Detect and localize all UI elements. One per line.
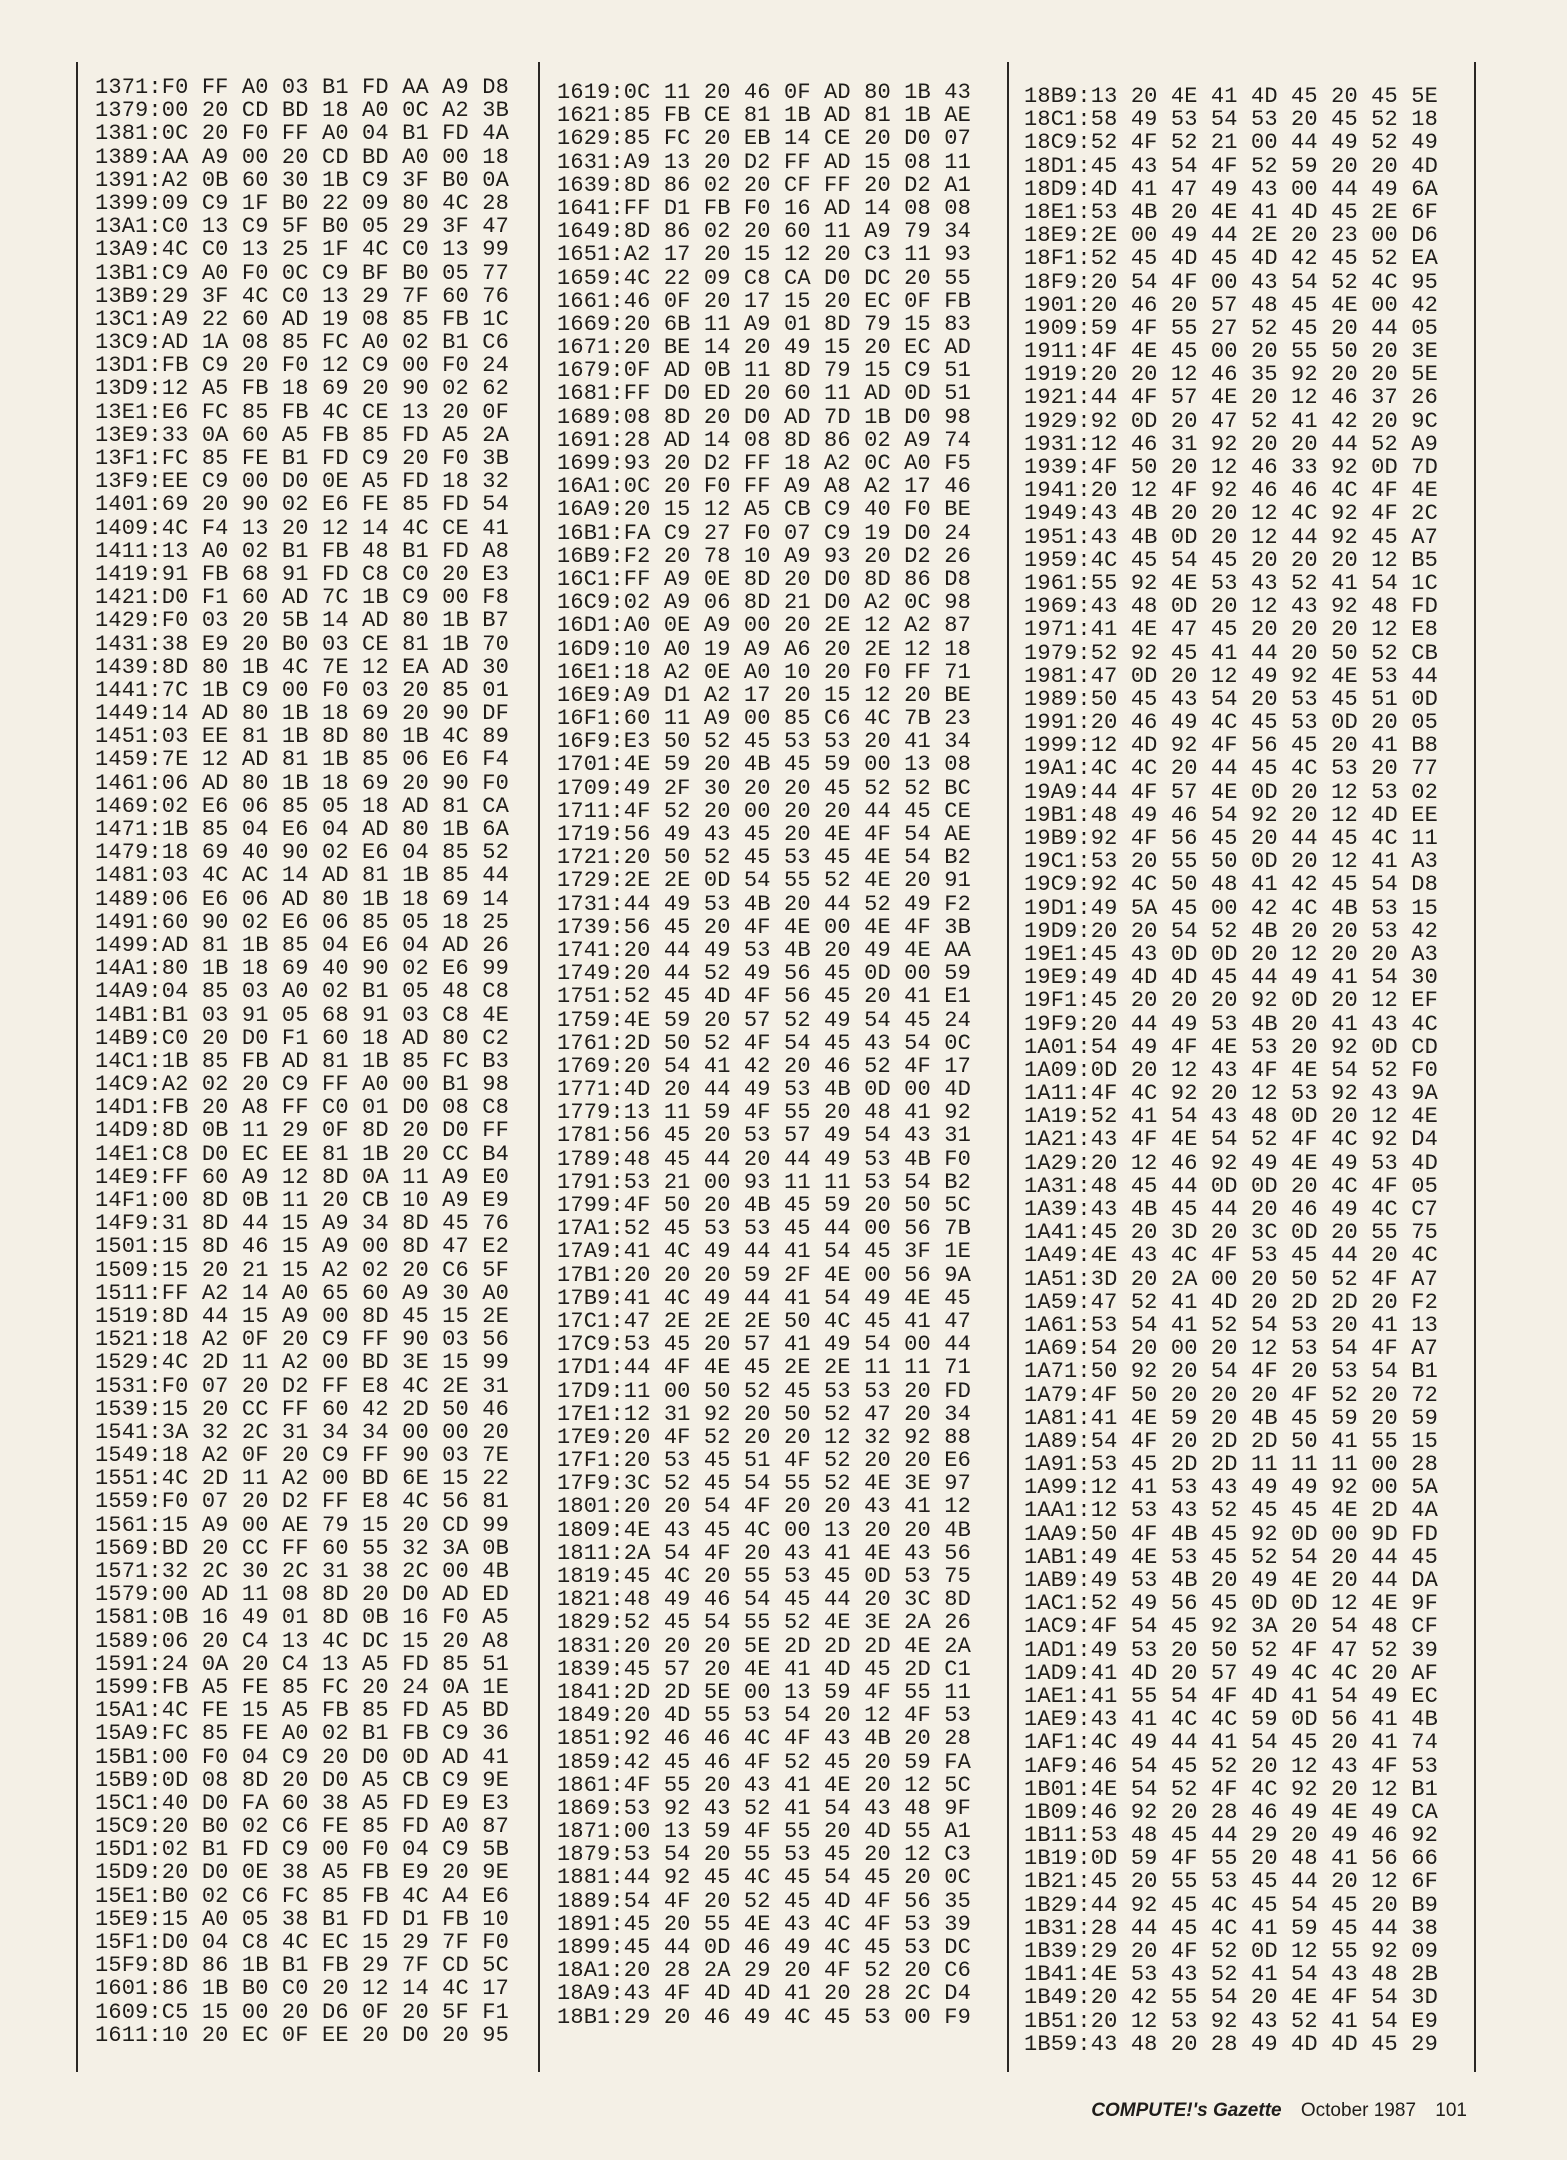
hex-listing-line: 1499:AD 81 1B 85 04 E6 04 AD 26 [95, 932, 509, 958]
hex-listing-line: 1879:53 54 20 55 53 45 20 12 C3 [557, 1842, 971, 1868]
hex-listing-line: 1AA1:12 53 43 52 45 45 4E 2D 4A [1024, 1498, 1438, 1524]
hex-listing-column-1 [95, 76, 509, 2047]
hex-listing-line: 1521:18 A2 0F 20 C9 FF 90 03 56 [95, 1327, 509, 1353]
hex-listing-line: 13A1:C0 13 C9 5F B0 05 29 3F 47 [95, 214, 509, 240]
hex-listing-line: 1629:85 FC 20 EB 14 CE 20 D0 07 [557, 126, 971, 152]
column-rule-right [1474, 62, 1476, 2072]
hex-listing-line: 1639:8D 86 02 20 CF FF 20 D2 A1 [557, 172, 971, 198]
hex-listing-line: 1619:0C 11 20 46 0F AD 80 1B 43 [557, 80, 971, 105]
hex-listing-line: 17F1:20 53 45 51 4F 52 20 20 E6 [557, 1448, 971, 1474]
hex-listing-line: 1A21:43 4F 4E 54 52 4F 4C 92 D4 [1024, 1127, 1438, 1153]
hex-listing-line: 17C1:47 2E 2E 2E 50 4C 45 41 47 [557, 1308, 971, 1334]
hex-listing-line: 14D9:8D 0B 11 29 0F 8D 20 D0 FF [95, 1118, 509, 1144]
hex-listing-line: 1519:8D 44 15 A9 00 8D 45 15 2E [95, 1303, 509, 1329]
hex-listing-line: 1A91:53 45 2D 2D 11 11 11 00 28 [1024, 1452, 1438, 1478]
hex-listing-line: 1641:FF D1 FB F0 16 AD 14 08 08 [557, 195, 971, 221]
hex-listing-line: 1A41:45 20 3D 20 3C 0D 20 55 75 [1024, 1220, 1438, 1246]
hex-listing-line: 15F9:8D 86 1B B1 FB 29 7F CD 5C [95, 1953, 509, 1979]
hex-listing-line: 1569:BD 20 CC FF 60 55 32 3A 0B [95, 1535, 509, 1561]
hex-listing-line: 14E1:C8 D0 EC EE 81 1B 20 CC B4 [95, 1141, 509, 1167]
hex-listing-line: 1699:93 20 D2 FF 18 A2 0C A0 F5 [557, 451, 971, 476]
hex-listing-line: 1B49:20 42 55 54 20 4E 4F 54 3D [1024, 1985, 1438, 2011]
hex-listing-line: 1729:2E 2E 0D 54 55 52 4E 20 91 [557, 868, 971, 894]
hex-listing-line: 17A9:41 4C 49 44 41 54 45 3F 1E [557, 1239, 971, 1265]
hex-listing-line: 1741:20 44 49 53 4B 20 49 4E AA [557, 937, 971, 963]
hex-listing-line: 1769:20 54 41 42 20 46 52 4F 17 [557, 1053, 971, 1079]
hex-listing-line: 1389:AA A9 00 20 CD BD A0 00 18 [95, 144, 509, 170]
hex-listing-line: 13E9:33 0A 60 A5 FB 85 FD A5 2A [95, 422, 509, 448]
hex-listing-line: 1939:4F 50 20 12 46 33 92 0D 7D [1024, 455, 1438, 480]
hex-listing-line: 1551:4C 2D 11 A2 00 BD 6E 15 22 [95, 1466, 509, 1492]
hex-listing-line: 1451:03 EE 81 1B 8D 80 1B 4C 89 [95, 724, 509, 750]
hex-listing-line: 1399:09 C9 1F B0 22 09 80 4C 28 [95, 190, 509, 216]
hex-listing-line: 1601:86 1B B0 C0 20 12 14 4C 17 [95, 1976, 509, 2002]
hex-listing-line: 1719:56 49 43 45 20 4E 4F 54 AE [557, 822, 971, 847]
hex-listing-line: 15E9:15 A0 05 38 B1 FD D1 FB 10 [95, 1906, 509, 1932]
hex-listing-line: 1689:08 8D 20 D0 AD 7D 1B D0 98 [557, 404, 971, 430]
hex-listing-line: 15D1:02 B1 FD C9 00 F0 04 C9 5B [95, 1837, 509, 1863]
hex-listing-line: 14B1:B1 03 91 05 68 91 03 C8 4E [95, 1002, 509, 1028]
hex-listing-line: 1A71:50 92 20 54 4F 20 53 54 B1 [1024, 1359, 1438, 1385]
hex-listing-line: 13E1:E6 FC 85 FB 4C CE 13 20 0F [95, 399, 509, 425]
hex-listing-line: 1AF1:4C 49 44 41 54 45 20 41 74 [1024, 1730, 1438, 1756]
hex-listing-line: 1889:54 4F 20 52 45 4D 4F 56 35 [557, 1888, 971, 1914]
hex-listing-line: 1561:15 A9 00 AE 79 15 20 CD 99 [95, 1512, 509, 1538]
hex-listing-line: 14F9:31 8D 44 15 A9 34 8D 45 76 [95, 1211, 509, 1237]
hex-listing-line: 1649:8D 86 02 20 60 11 A9 79 34 [557, 219, 971, 245]
hex-listing-line: 1419:91 FB 68 91 FD C8 C0 20 E3 [95, 561, 509, 587]
hex-listing-line: 1529:4C 2D 11 A2 00 BD 3E 15 99 [95, 1350, 509, 1376]
hex-listing-line: 18B1:29 20 46 49 4C 45 53 00 F9 [557, 2004, 971, 2030]
column-rule-2 [1007, 62, 1009, 2072]
hex-listing-line: 15A1:4C FE 15 A5 FB 85 FD A5 BD [95, 1698, 509, 1724]
hex-listing-line: 1A19:52 41 54 43 48 0D 20 12 4E [1024, 1104, 1438, 1130]
hex-listing-line: 1651:A2 17 20 15 12 20 C3 11 93 [557, 242, 971, 268]
hex-listing-line: 18E1:53 4B 20 4E 41 4D 45 2E 6F [1024, 199, 1438, 225]
hex-listing-line: 17D1:44 4F 4E 45 2E 2E 11 11 71 [557, 1355, 971, 1381]
hex-listing-line: 1411:13 A0 02 B1 FB 48 B1 FD A8 [95, 538, 509, 564]
hex-listing-line: 19A9:44 4F 57 4E 0D 20 12 53 02 [1024, 779, 1438, 805]
hex-listing-line: 1401:69 20 90 02 E6 FE 85 FD 54 [95, 492, 509, 518]
hex-listing-line: 1931:12 46 31 92 20 20 44 52 A9 [1024, 431, 1438, 457]
hex-listing-line: 1461:06 AD 80 1B 18 69 20 90 F0 [95, 770, 509, 796]
hex-listing-line: 1441:7C 1B C9 00 F0 03 20 85 01 [95, 677, 509, 703]
column-rule-left [76, 62, 78, 2072]
hex-listing-line: 13D9:12 A5 FB 18 69 20 90 02 62 [95, 376, 509, 402]
hex-listing-line: 1749:20 44 52 49 56 45 0D 00 59 [557, 961, 971, 987]
hex-listing-line: 1949:43 4B 20 20 12 4C 92 4F 2C [1024, 501, 1438, 527]
hex-listing-line: 1661:46 0F 20 17 15 20 EC 0F FB [557, 288, 971, 314]
hex-listing-line: 1B01:4E 54 52 4F 4C 92 20 12 B1 [1024, 1776, 1438, 1802]
hex-listing-line: 1B09:46 92 20 28 46 49 4E 49 CA [1024, 1799, 1438, 1825]
hex-listing-line: 14A1:80 1B 18 69 40 90 02 E6 99 [95, 956, 509, 982]
page-footer [1077, 2100, 1467, 2122]
hex-listing-line: 19D9:20 20 54 52 4B 20 20 53 42 [1024, 918, 1438, 944]
hex-listing-line: 1989:50 45 43 54 20 53 45 51 0D [1024, 686, 1438, 712]
hex-listing-line: 1A11:4F 4C 92 20 12 53 92 43 9A [1024, 1081, 1438, 1107]
hex-listing-line: 1789:48 45 44 20 44 49 53 4B F0 [557, 1146, 971, 1172]
hex-listing-line: 1A81:41 4E 59 20 4B 45 59 20 59 [1024, 1405, 1438, 1431]
issue-date: October 1987 [1300, 2100, 1417, 2121]
hex-listing-line: 14C1:1B 85 FB AD 81 1B 85 FC B3 [95, 1048, 509, 1074]
hex-listing-line: 1981:47 0D 20 12 49 92 4E 53 44 [1024, 663, 1438, 689]
hex-listing-column-2 [557, 81, 971, 2029]
hex-listing-line: 1491:60 90 02 E6 06 85 05 18 25 [95, 909, 509, 935]
hex-listing-line: 1B11:53 48 45 44 29 20 49 46 92 [1024, 1823, 1438, 1849]
hex-listing-line: 18F1:52 45 4D 45 4D 42 45 52 EA [1024, 246, 1438, 272]
hex-listing-line: 1B59:43 48 20 28 49 4D 4D 45 29 [1024, 2031, 1438, 2057]
hex-listing-line: 15F1:D0 04 C8 4C EC 15 29 7F F0 [95, 1930, 509, 1955]
page-number: 101 [1435, 2100, 1467, 2121]
hex-listing-line: 1861:4F 55 20 43 41 4E 20 12 5C [557, 1772, 971, 1798]
hex-listing-line: 1AF9:46 54 45 52 20 12 43 4F 53 [1024, 1753, 1438, 1779]
hex-listing-line: 1731:44 49 53 4B 20 44 52 49 F2 [557, 891, 971, 917]
hex-listing-line: 1531:F0 07 20 D2 FF E8 4C 2E 31 [95, 1373, 509, 1399]
hex-listing-line: 1489:06 E6 06 AD 80 1B 18 69 14 [95, 886, 509, 912]
hex-listing-line: 14F1:00 8D 0B 11 20 CB 10 A9 E9 [95, 1188, 509, 1213]
hex-listing-line: 1911:4F 4E 45 00 20 55 50 20 3E [1024, 339, 1438, 365]
hex-listing-line: 16A1:0C 20 F0 FF A9 A8 A2 17 46 [557, 474, 971, 500]
publication-name: COMPUTE!'s Gazette [1091, 2100, 1282, 2121]
hex-listing-line: 15A9:FC 85 FE A0 02 B1 FB C9 36 [95, 1721, 509, 1747]
hex-listing-line: 1AB1:49 4E 53 45 52 54 20 44 45 [1024, 1544, 1438, 1570]
hex-listing-line: 16C9:02 A9 06 8D 21 D0 A2 0C 98 [557, 590, 971, 616]
hex-listing-line: 19B9:92 4F 56 45 20 44 45 4C 11 [1024, 826, 1438, 851]
hex-listing-line: 1991:20 46 49 4C 45 53 0D 20 05 [1024, 710, 1438, 736]
hex-listing-line: 1AE9:43 41 4C 4C 59 0D 56 41 4B [1024, 1707, 1438, 1733]
hex-listing-line: 13C9:AD 1A 08 85 FC A0 02 B1 C6 [95, 330, 509, 356]
hex-listing-line: 19C9:92 4C 50 48 41 42 45 54 D8 [1024, 872, 1438, 898]
hex-listing-line: 1B51:20 12 53 92 43 52 41 54 E9 [1024, 2008, 1438, 2034]
hex-listing-line: 1901:20 46 20 57 48 45 4E 00 42 [1024, 292, 1438, 318]
hex-listing-line: 1A89:54 4F 20 2D 2D 50 41 55 15 [1024, 1428, 1438, 1454]
hex-listing-line: 1909:59 4F 55 27 52 45 20 44 05 [1024, 315, 1438, 341]
hex-listing-line: 19E9:49 4D 4D 45 44 49 41 54 30 [1024, 965, 1438, 991]
hex-listing-line: 1869:53 92 43 52 41 54 43 48 9F [557, 1795, 971, 1821]
hex-listing-line: 18F9:20 54 4F 00 43 54 52 4C 95 [1024, 269, 1438, 295]
hex-listing-line: 1501:15 8D 46 15 A9 00 8D 47 E2 [95, 1234, 509, 1260]
hex-listing-line: 1379:00 20 CD BD 18 A0 0C A2 3B [95, 98, 509, 124]
hex-listing-line: 19A1:4C 4C 20 44 45 4C 53 20 77 [1024, 756, 1438, 782]
hex-listing-line: 1459:7E 12 AD 81 1B 85 06 E6 F4 [95, 747, 509, 773]
hex-listing-line: 1941:20 12 4F 92 46 46 4C 4F 4E [1024, 478, 1438, 504]
hex-listing-line: 1AB9:49 53 4B 20 49 4E 20 44 DA [1024, 1568, 1438, 1593]
hex-listing-line: 1859:42 45 46 4F 52 45 20 59 FA [557, 1749, 971, 1775]
hex-listing-line: 17B1:20 20 20 59 2F 4E 00 56 9A [557, 1262, 971, 1288]
hex-listing-line: 1AA9:50 4F 4B 45 92 0D 00 9D FD [1024, 1521, 1438, 1547]
hex-listing-line: 13B1:C9 A0 F0 0C C9 BF B0 05 77 [95, 260, 509, 286]
hex-listing-line: 1831:20 20 20 5E 2D 2D 2D 4E 2A [557, 1633, 971, 1659]
hex-listing-line: 14E9:FF 60 A9 12 8D 0A 11 A9 E0 [95, 1164, 509, 1190]
hex-listing-line: 1371:F0 FF A0 03 B1 FD AA A9 D8 [95, 75, 509, 100]
hex-listing-line: 16E1:18 A2 0E A0 10 20 F0 FF 71 [557, 659, 971, 685]
hex-listing-line: 15E1:B0 02 C6 FC 85 FB 4C A4 E6 [95, 1883, 509, 1909]
hex-listing-line: 19E1:45 43 0D 0D 20 12 20 20 A3 [1024, 941, 1438, 967]
column-rule-1 [538, 62, 540, 2072]
hex-listing-line: 17C9:53 45 20 57 41 49 54 00 44 [557, 1332, 971, 1358]
hex-listing-line: 1549:18 A2 0F 20 C9 FF 90 03 7E [95, 1443, 509, 1469]
hex-listing-line: 1539:15 20 CC FF 60 42 2D 50 46 [95, 1396, 509, 1422]
hex-listing-line: 19C1:53 20 55 50 0D 20 12 41 A3 [1024, 849, 1438, 875]
hex-listing-line: 18C9:52 4F 52 21 00 44 49 52 49 [1024, 130, 1438, 156]
hex-listing-line: 1919:20 20 12 46 35 92 20 20 5E [1024, 362, 1438, 388]
hex-listing-line: 1999:12 4D 92 4F 56 45 20 41 B8 [1024, 733, 1438, 759]
hex-listing-line: 1A79:4F 50 20 20 20 4F 52 20 72 [1024, 1382, 1438, 1408]
hex-listing-line: 16B1:FA C9 27 F0 07 C9 19 D0 24 [557, 520, 971, 546]
hex-listing-line: 18C1:58 49 53 54 53 20 45 52 18 [1024, 107, 1438, 133]
hex-listing-line: 1B39:29 20 4F 52 0D 12 55 92 09 [1024, 1939, 1438, 1964]
hex-listing-line: 1791:53 21 00 93 11 11 53 54 B2 [557, 1169, 971, 1195]
hex-listing-line: 13F1:FC 85 FE B1 FD C9 20 F0 3B [95, 446, 509, 471]
hex-listing-line: 1AD9:41 4D 20 57 49 4C 4C 20 AF [1024, 1660, 1438, 1686]
hex-listing-line: 18D9:4D 41 47 49 43 00 44 49 6A [1024, 176, 1438, 202]
hex-listing-line: 1621:85 FB CE 81 1B AD 81 1B AE [557, 103, 971, 129]
hex-listing-line: 1761:2D 50 52 4F 54 45 43 54 0C [557, 1030, 971, 1056]
hex-listing-line: 1509:15 20 21 15 A2 02 20 C6 5F [95, 1257, 509, 1283]
hex-listing-line: 1A61:53 54 41 52 54 53 20 41 13 [1024, 1312, 1438, 1338]
hex-listing-line: 1631:A9 13 20 D2 FF AD 15 08 11 [557, 149, 971, 175]
hex-listing-line: 13C1:A9 22 60 AD 19 08 85 FB 1C [95, 306, 509, 332]
hex-listing-line: 15C1:40 D0 FA 60 38 A5 FD E9 E3 [95, 1790, 509, 1816]
hex-listing-line: 1671:20 BE 14 20 49 15 20 EC AD [557, 335, 971, 361]
hex-listing-line: 1971:41 4E 47 45 20 20 20 12 E8 [1024, 617, 1438, 643]
hex-listing-line: 1821:48 49 46 54 45 44 20 3C 8D [557, 1587, 971, 1613]
hex-listing-line: 1819:45 4C 20 55 53 45 0D 53 75 [557, 1564, 971, 1589]
hex-listing-line: 1AC9:4F 54 45 92 3A 20 54 48 CF [1024, 1614, 1438, 1640]
hex-listing-line: 14B9:C0 20 D0 F1 60 18 AD 80 C2 [95, 1025, 509, 1051]
hex-listing-line: 1609:C5 15 00 20 D6 0F 20 5F F1 [95, 1999, 509, 2025]
hex-listing-line: 1881:44 92 45 4C 45 54 45 20 0C [557, 1865, 971, 1891]
hex-listing-line: 1B31:28 44 45 4C 41 59 45 44 38 [1024, 1915, 1438, 1941]
hex-listing-line: 1951:43 4B 0D 20 12 44 92 45 A7 [1024, 524, 1438, 550]
hex-listing-line: 1A49:4E 43 4C 4F 53 45 44 20 4C [1024, 1243, 1438, 1269]
hex-listing-column-3 [1024, 85, 1438, 2056]
hex-listing-line: 1421:D0 F1 60 AD 7C 1B C9 00 F8 [95, 585, 509, 611]
hex-listing-line: 13D1:FB C9 20 F0 12 C9 00 F0 24 [95, 353, 509, 379]
hex-listing-line: 14C9:A2 02 20 C9 FF A0 00 B1 98 [95, 1072, 509, 1098]
hex-listing-line: 1A01:54 49 4F 4E 53 20 92 0D CD [1024, 1034, 1438, 1060]
hex-listing-line: 13F9:EE C9 00 D0 0E A5 FD 18 32 [95, 469, 509, 495]
hex-listing-line: 18A9:43 4F 4D 4D 41 20 28 2C D4 [557, 1981, 971, 2007]
hex-listing-line: 17B9:41 4C 49 44 41 54 49 4E 45 [557, 1285, 971, 1311]
hex-listing-line: 1709:49 2F 30 20 20 45 52 52 BC [557, 775, 971, 801]
hex-listing-line: 1611:10 20 EC 0F EE 20 D0 20 95 [95, 2022, 509, 2048]
hex-listing-line: 1471:1B 85 04 E6 04 AD 80 1B 6A [95, 817, 509, 842]
hex-listing-line: 1679:0F AD 0B 11 8D 79 15 C9 51 [557, 358, 971, 384]
hex-listing-line: 17A1:52 45 53 53 45 44 00 56 7B [557, 1216, 971, 1242]
hex-listing-line: 1969:43 48 0D 20 12 43 92 48 FD [1024, 594, 1438, 620]
hex-listing-line: 1A51:3D 20 2A 00 20 50 52 4F A7 [1024, 1266, 1438, 1292]
hex-listing-line: 1839:45 57 20 4E 41 4D 45 2D C1 [557, 1656, 971, 1682]
hex-listing-line: 1849:20 4D 55 53 54 20 12 4F 53 [557, 1703, 971, 1729]
hex-listing-line: 16E9:A9 D1 A2 17 20 15 12 20 BE [557, 682, 971, 708]
hex-listing-line: 19F1:45 20 20 20 92 0D 20 12 EF [1024, 988, 1438, 1014]
hex-listing-line: 1929:92 0D 20 47 52 41 42 20 9C [1024, 408, 1438, 434]
hex-listing-line: 1B29:44 92 45 4C 45 54 45 20 B9 [1024, 1892, 1438, 1918]
hex-listing-line: 1711:4F 52 20 00 20 20 44 45 CE [557, 798, 971, 824]
hex-listing-line: 1449:14 AD 80 1B 18 69 20 90 DF [95, 701, 509, 727]
hex-listing-line: 1B21:45 20 55 53 45 44 20 12 6F [1024, 1869, 1438, 1895]
hex-listing-line: 1381:0C 20 F0 FF A0 04 B1 FD 4A [95, 121, 509, 147]
hex-listing-line: 1921:44 4F 57 4E 20 12 46 37 26 [1024, 385, 1438, 411]
hex-listing-line: 1589:06 20 C4 13 4C DC 15 20 A8 [95, 1628, 509, 1654]
hex-listing-line: 1701:4E 59 20 4B 45 59 00 13 08 [557, 752, 971, 778]
hex-listing-line: 1811:2A 54 4F 20 43 41 4E 43 56 [557, 1540, 971, 1566]
hex-listing-line: 1751:52 45 4D 4F 56 45 20 41 E1 [557, 984, 971, 1010]
hex-listing-line: 1961:55 92 4E 53 43 52 41 54 1C [1024, 570, 1438, 596]
hex-listing-line: 1A31:48 45 44 0D 0D 20 4C 4F 05 [1024, 1173, 1438, 1199]
hex-listing-line: 19F9:20 44 49 53 4B 20 41 43 4C [1024, 1011, 1438, 1037]
hex-listing-line: 1469:02 E6 06 85 05 18 AD 81 CA [95, 793, 509, 819]
hex-listing-line: 1AC1:52 49 56 45 0D 0D 12 4E 9F [1024, 1591, 1438, 1617]
hex-listing-line: 1659:4C 22 09 C8 CA D0 DC 20 55 [557, 265, 971, 291]
hex-listing-line: 13B9:29 3F 4C C0 13 29 7F 60 76 [95, 283, 509, 309]
hex-listing-line: 16F9:E3 50 52 45 53 53 20 41 34 [557, 729, 971, 755]
hex-listing-line: 1579:00 AD 11 08 8D 20 D0 AD ED [95, 1582, 509, 1608]
hex-listing-line: 1541:3A 32 2C 31 34 34 00 00 20 [95, 1419, 509, 1445]
hex-listing-line: 1891:45 20 55 4E 43 4C 4F 53 39 [557, 1911, 971, 1937]
hex-listing-line: 1581:0B 16 49 01 8D 0B 16 F0 A5 [95, 1605, 509, 1631]
hex-listing-line: 1AD1:49 53 20 50 52 4F 47 52 39 [1024, 1637, 1438, 1663]
hex-listing-line: 15B9:0D 08 8D 20 D0 A5 CB C9 9E [95, 1767, 509, 1793]
hex-listing-line: 16F1:60 11 A9 00 85 C6 4C 7B 23 [557, 706, 971, 732]
hex-listing-line: 1A39:43 4B 45 44 20 46 49 4C C7 [1024, 1197, 1438, 1222]
hex-listing-line: 1721:20 50 52 45 53 45 4E 54 B2 [557, 845, 971, 871]
hex-listing-line: 17D9:11 00 50 52 45 53 53 20 FD [557, 1378, 971, 1404]
hex-listing-line: 17E9:20 4F 52 20 20 12 32 92 88 [557, 1424, 971, 1450]
hex-listing-line: 1691:28 AD 14 08 8D 86 02 A9 74 [557, 427, 971, 453]
hex-listing-line: 1979:52 92 45 41 44 20 50 52 CB [1024, 640, 1438, 666]
hex-listing-line: 1B19:0D 59 4F 55 20 48 41 56 66 [1024, 1846, 1438, 1872]
hex-listing-line: 15B1:00 F0 04 C9 20 D0 0D AD 41 [95, 1744, 509, 1770]
hex-listing-line: 1829:52 45 54 55 52 4E 3E 2A 26 [557, 1610, 971, 1636]
hex-listing-line: 1799:4F 50 20 4B 45 59 20 50 5C [557, 1193, 971, 1218]
hex-listing-line: 15C9:20 B0 02 C6 FE 85 FD A0 87 [95, 1814, 509, 1840]
hex-listing-line: 1801:20 20 54 4F 20 20 43 41 12 [557, 1494, 971, 1520]
hex-listing-line: 1781:56 45 20 53 57 49 54 43 31 [557, 1123, 971, 1149]
hex-listing-line: 1759:4E 59 20 57 52 49 54 45 24 [557, 1007, 971, 1033]
hex-listing-line: 1771:4D 20 44 49 53 4B 0D 00 4D [557, 1077, 971, 1103]
hex-listing-line: 1431:38 E9 20 B0 03 CE 81 1B 70 [95, 631, 509, 657]
hex-listing-line: 17E1:12 31 92 20 50 52 47 20 34 [557, 1401, 971, 1427]
hex-listing-line: 1391:A2 0B 60 30 1B C9 3F B0 0A [95, 167, 509, 193]
hex-listing-line: 1571:32 2C 30 2C 31 38 2C 00 4B [95, 1559, 509, 1584]
hex-listing-line: 1899:45 44 0D 46 49 4C 45 53 DC [557, 1935, 971, 1960]
hex-listing-line: 1B41:4E 53 43 52 41 54 43 48 2B [1024, 1962, 1438, 1988]
hex-listing-line: 1A99:12 41 53 43 49 49 92 00 5A [1024, 1475, 1438, 1501]
hex-listing-line: 1AE1:41 55 54 4F 4D 41 54 49 EC [1024, 1683, 1438, 1709]
hex-listing-line: 1681:FF D0 ED 20 60 11 AD 0D 51 [557, 381, 971, 407]
hex-listing-line: 16B9:F2 20 78 10 A9 93 20 D2 26 [557, 543, 971, 569]
hex-listing-line: 16C1:FF A9 0E 8D 20 D0 8D 86 D8 [557, 566, 971, 592]
hex-listing-line: 1779:13 11 59 4F 55 20 48 41 92 [557, 1100, 971, 1126]
hex-listing-line: 1A59:47 52 41 4D 20 2D 2D 20 F2 [1024, 1289, 1438, 1315]
hex-listing-line: 1559:F0 07 20 D2 FF E8 4C 56 81 [95, 1489, 509, 1515]
hex-listing-line: 1669:20 6B 11 A9 01 8D 79 15 83 [557, 311, 971, 337]
hex-listing-line: 1429:F0 03 20 5B 14 AD 80 1B B7 [95, 608, 509, 634]
hex-listing-line: 1841:2D 2D 5E 00 13 59 4F 55 11 [557, 1679, 971, 1705]
hex-listing-line: 1439:8D 80 1B 4C 7E 12 EA AD 30 [95, 654, 509, 680]
hex-listing-line: 19D1:49 5A 45 00 42 4C 4B 53 15 [1024, 895, 1438, 921]
hex-listing-line: 16A9:20 15 12 A5 CB C9 40 F0 BE [557, 497, 971, 523]
hex-listing-line: 1A09:0D 20 12 43 4F 4E 54 52 F0 [1024, 1057, 1438, 1083]
hex-listing-line: 1A29:20 12 46 92 49 4E 49 53 4D [1024, 1150, 1438, 1176]
hex-listing-line: 13A9:4C C0 13 25 1F 4C C0 13 99 [95, 237, 509, 263]
hex-listing-line: 1871:00 13 59 4F 55 20 4D 55 A1 [557, 1819, 971, 1845]
hex-listing-line: 1A69:54 20 00 20 12 53 54 4F A7 [1024, 1336, 1438, 1362]
hex-listing-line: 15D9:20 D0 0E 38 A5 FB E9 20 9E [95, 1860, 509, 1886]
hex-listing-line: 18E9:2E 00 49 44 2E 20 23 00 D6 [1024, 223, 1438, 249]
hex-listing-line: 1599:FB A5 FE 85 FC 20 24 0A 1E [95, 1674, 509, 1700]
hex-listing-line: 18B9:13 20 4E 41 4D 45 20 45 5E [1024, 84, 1438, 109]
hex-listing-line: 14D1:FB 20 A8 FF C0 01 D0 08 C8 [95, 1095, 509, 1121]
hex-listing-line: 1409:4C F4 13 20 12 14 4C CE 41 [95, 515, 509, 541]
hex-listing-line: 14A9:04 85 03 A0 02 B1 05 48 C8 [95, 979, 509, 1005]
hex-listing-line: 16D1:A0 0E A9 00 20 2E 12 A2 87 [557, 613, 971, 639]
hex-listing-line: 1481:03 4C AC 14 AD 81 1B 85 44 [95, 863, 509, 889]
hex-listing-line: 1591:24 0A 20 C4 13 A5 FD 85 51 [95, 1651, 509, 1677]
hex-listing-line: 1739:56 45 20 4F 4E 00 4E 4F 3B [557, 914, 971, 940]
hex-listing-line: 18A1:20 28 2A 29 20 4F 52 20 C6 [557, 1958, 971, 1984]
hex-listing-line: 19B1:48 49 46 54 92 20 12 4D EE [1024, 802, 1438, 828]
hex-listing-line: 18D1:45 43 54 4F 52 59 20 20 4D [1024, 153, 1438, 179]
hex-listing-line: 1851:92 46 46 4C 4F 43 4B 20 28 [557, 1726, 971, 1752]
hex-listing-line: 1479:18 69 40 90 02 E6 04 85 52 [95, 840, 509, 866]
hex-listing-line: 1959:4C 45 54 45 20 20 20 12 B5 [1024, 547, 1438, 573]
hex-listing-line: 16D9:10 A0 19 A9 A6 20 2E 12 18 [557, 636, 971, 662]
hex-listing-line: 1809:4E 43 45 4C 00 13 20 20 4B [557, 1517, 971, 1543]
hex-listing-line: 17F9:3C 52 45 54 55 52 4E 3E 97 [557, 1471, 971, 1497]
hex-listing-line: 1511:FF A2 14 A0 65 60 A9 30 A0 [95, 1280, 509, 1306]
